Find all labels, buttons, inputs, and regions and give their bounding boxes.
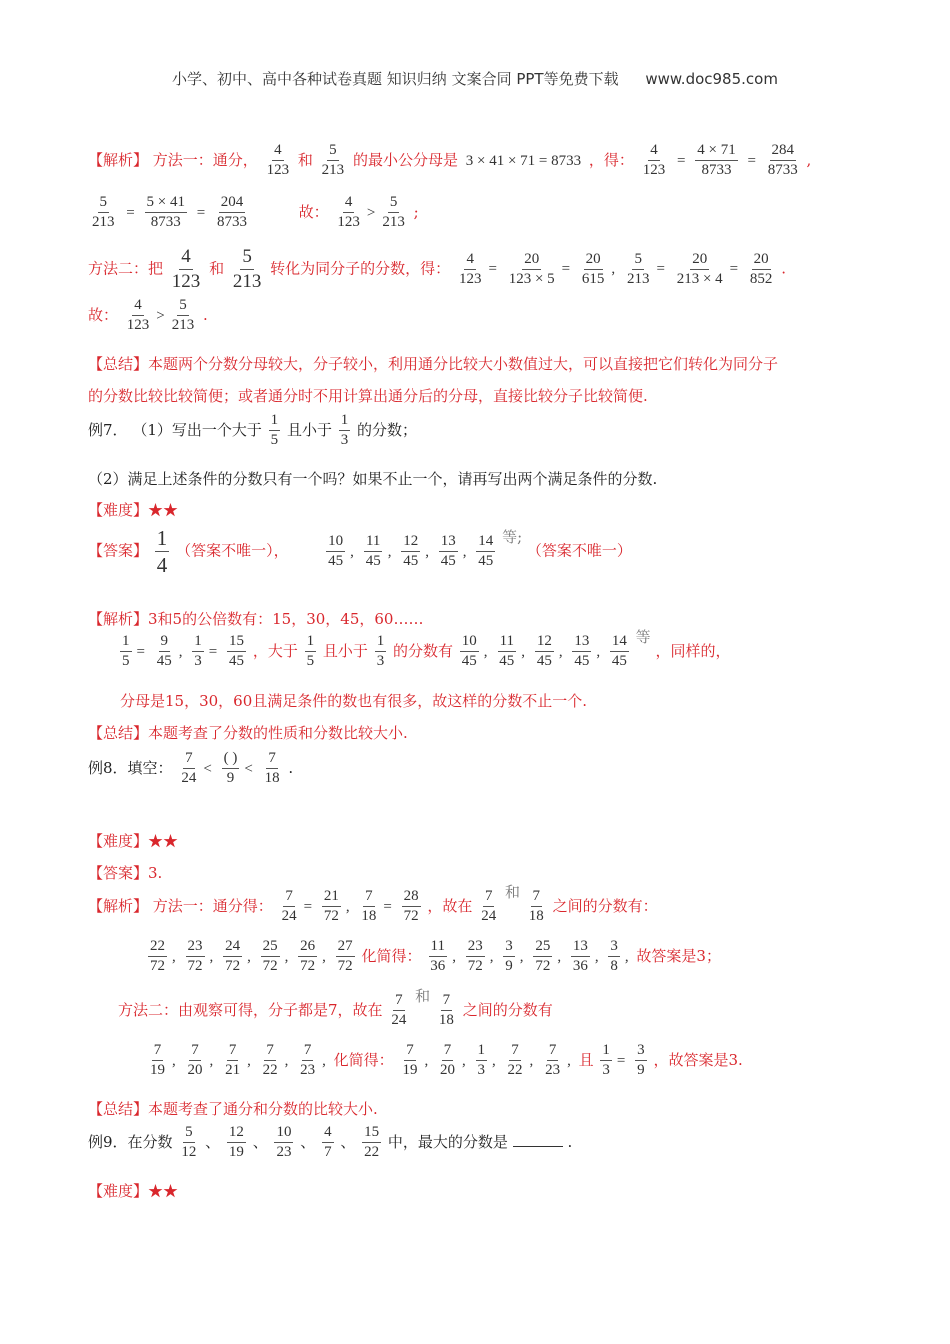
ex7-analysis-2: $\frac{1}{5}$ = $\frac{9}{45}$ , $\frac{1}{3}$ = $\frac{15}{45}$ ，大于 $\frac{1}{5}$ 且小于 $\frac{1}{3}$ 的分数有 $\frac{10}{45}$ , $\frac{11}{45}$ , $\frac{12}{45}$ , $\frac{13}{45}$ , $\frac{14}{45}$ 等 ，同样的， bbox=[122, 627, 731, 670]
ex8-summary: 【总结】本题考查了通分和分数的比较大小. bbox=[88, 1100, 378, 1118]
fraction-5-213: $\frac{5}{213}$ bbox=[321, 142, 345, 179]
ex9-difficulty: 【难度】★★ bbox=[88, 1182, 179, 1200]
star-icon: ★★ bbox=[148, 832, 179, 850]
ex6-summary-2: 的分数比较比较简便；或者通分时不用计算出通分后的分母，直接比较分子比较简便. bbox=[88, 387, 648, 405]
ex8-method1-line1: 【解析】 方法一：通分得： $\frac{7}{24}$ = $\frac{21}{72}$ , $\frac{7}{18}$ = $\frac{28}{72}$ ，故在 $\frac{7}{24}$ 和 $\frac{7}{18}$ 之间的分数有： bbox=[88, 882, 658, 925]
lcm-equation: 3 × 41 × 71 = 8733 bbox=[465, 152, 582, 169]
ex6-method1-line2: $\frac{5}{213}$ = $\frac{5 \times 41}{8733}$ = $\frac{204}{8733}$ 故： $\frac{4}{123}$ > $\frac{5}{213}$ ; bbox=[92, 194, 419, 231]
ex7-question-2: （2）满足上述条件的分数只有一个吗？如果不止一个，请再写出两个满足条件的分数. bbox=[88, 470, 658, 488]
star-icon: ★★ bbox=[148, 1182, 179, 1200]
ex8-method1-line2: $\frac{22}{72}$ , $\frac{23}{72}$ , $\frac{24}{72}$ , $\frac{25}{72}$ , $\frac{26}{72}$ , $\frac{27}{72}$ 化简得： $\frac{11}{36}$ , $\frac{23}{72}$ , $\frac{3}{9}$ , $\frac{25}{72}$ , $\frac{13}{36}$ , $\frac{3}{8}$ , 故答案是3； bbox=[150, 938, 721, 975]
ex7-analysis-1: 【解析】3和5的公倍数有：15，30，45，60…… bbox=[88, 610, 424, 628]
ex9-question: 例9．在分数 $\frac{5}{12}$ 、 $\frac{12}{19}$ 、 $\frac{10}{23}$ 、 $\frac{4}{7}$ 、 $\frac{15}{22}$ 中，最大的分数是 . bbox=[88, 1124, 573, 1161]
ex8-difficulty: 【难度】★★ bbox=[88, 832, 179, 850]
ex7-question-1: 例7． （1）写出一个大于 $\frac{1}{5}$ 且小于 $\frac{1}{3}$ 的分数； bbox=[88, 412, 418, 449]
answer-blank[interactable] bbox=[513, 1146, 563, 1147]
ex7-summary: 【总结】本题考查了分数的性质和分数比较大小. bbox=[88, 724, 408, 742]
analysis-tag: 【解析】 bbox=[88, 150, 149, 169]
ex6-method2-line: 方法二：把 $\frac{4}{123}$ 和 $\frac{5}{213}$ 转化为同分子的分数，得： $\frac{4}{123}$ = $\frac{20}{123 \times 5}$ = $\frac{20}{615}$ , $\frac{5}{213}$ = $\frac{20}{213 \times 4}$ = $\frac{20}{852}$ . bbox=[88, 246, 786, 292]
ex7-analysis-3: 分母是15，30，60且满足条件的数也有很多，故这样的分数不止一个. bbox=[120, 692, 588, 710]
page-header bbox=[0, 68, 950, 89]
header-text: 小学、初中、高中各种试卷真题 知识归纳 文案合同 PPT等免费下载 bbox=[172, 70, 619, 88]
header-url: www.doc985.com bbox=[645, 70, 778, 88]
star-icon: ★★ bbox=[148, 501, 179, 519]
ex6-summary-1: 【总结】本题两个分数分母较大，分子较小，利用通分比较大小数值过大，可以直接把它们转化为同分子 bbox=[88, 355, 779, 373]
ex7-answer: 【答案】 $\frac{1}{4}$ （答案不唯一）， $\frac{10}{45}$ , $\frac{11}{45}$ , $\frac{12}{45}$ , $\frac{13}{45}$ , $\frac{14}{45}$ 等; （答案不唯一） bbox=[88, 526, 632, 578]
ex8-answer: 【答案】3. bbox=[88, 864, 163, 882]
ex6-method1-line1: 【解析】 方法一：通分， $\frac{4}{123}$ 和 $\frac{5}{213}$ 的最小公分母是 3 × 41 × 71 = 8733 ，得： $\frac{4}{123}$ = $\frac{4 \times 71}{8733}$ = $\frac{284}{8733}$ , bbox=[88, 142, 812, 179]
ex8-question: 例8．填空： $\frac{7}{24}$ < $\frac{( )}{9}$ < $\frac{7}{18}$ . bbox=[88, 750, 294, 787]
ex6-conclusion: 故： $\frac{4}{123}$ > $\frac{5}{213}$ . bbox=[88, 297, 208, 334]
fraction-4-123: $\frac{4}{123}$ bbox=[266, 142, 290, 179]
ex6-m1-text: 方法一：通分， bbox=[152, 150, 258, 169]
ex7-difficulty: 【难度】★★ bbox=[88, 501, 179, 519]
ex8-method2-line1: 方法二：由观察可得，分子都是7，故在 $\frac{7}{24}$ 和 $\frac{7}{18}$ 之间的分数有 bbox=[118, 986, 553, 1029]
ex8-method2-line2: $\frac{7}{19}$ , $\frac{7}{20}$ , $\frac{7}{21}$ , $\frac{7}{22}$ , $\frac{7}{23}$ , 化简得： $\frac{7}{19}$ , $\frac{7}{20}$ , $\frac{1}{3}$ , $\frac{7}{22}$ , $\frac{7}{23}$ , 且 $\frac{1}{3}$ = $\frac{3}{9}$ ，故答案是3. bbox=[150, 1042, 743, 1079]
